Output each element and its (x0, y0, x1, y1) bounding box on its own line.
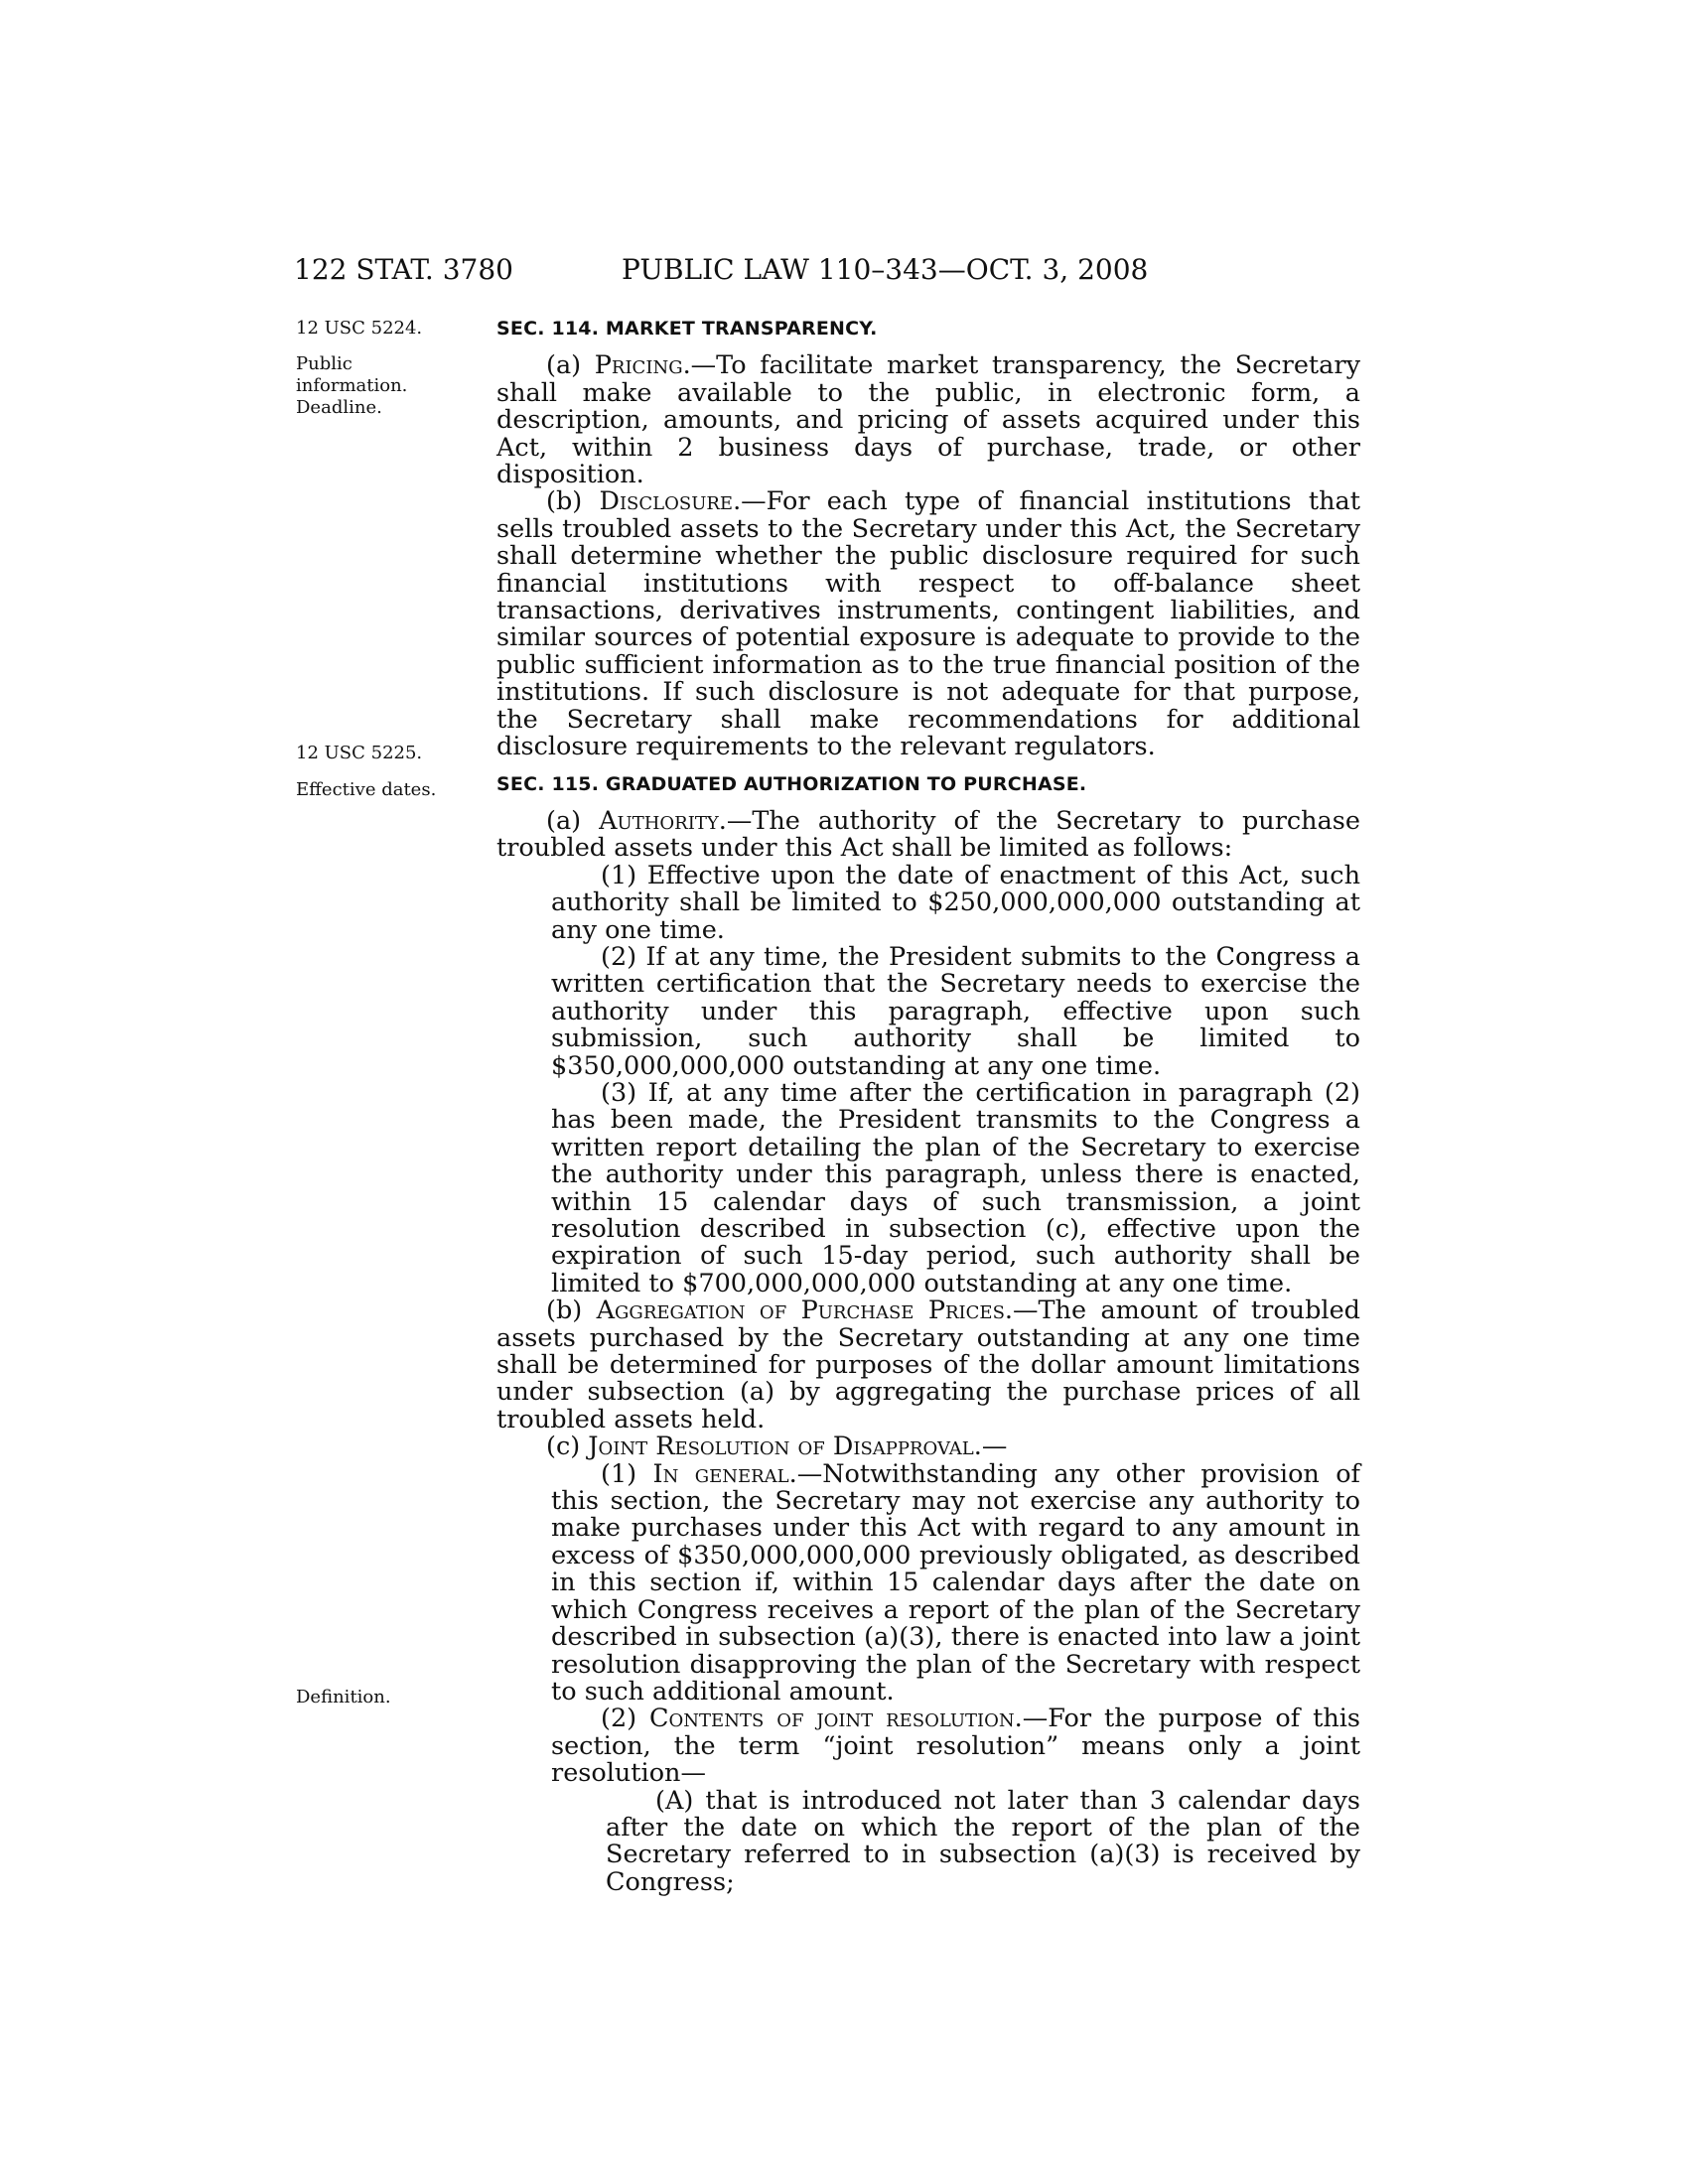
section-115-heading: SEC. 115. GRADUATED AUTHORIZATION TO PURCHASE. (496, 772, 1087, 795)
statute-page-number: 122 STAT. 3780 (294, 253, 513, 286)
document-body (496, 316, 1360, 1896)
margin-note-definition: Definition. (296, 1687, 391, 1707)
section-115-a-2: (2) If at any time, the President submits to the Congress a written certification that the Secretary needs to exercise the authority under this paragraph, effective upon such submission, such authority shall be limited to $350,000,000,000 outstanding at any one time. (551, 941, 1360, 1081)
subsection-title: Pricing (594, 350, 683, 381)
section-115-c-1: (1) In general.—Notwithstanding any other provision of this section, the Secretary may not exercise any authority to make purchases under this Act with regard to any amount in excess of $350,000,000,000 previously obligated, as described in this section if, within 15 calendar days after the date on which Congress receives a report of the plan of the Secretary described in subsection (a)(3), there is enacted into law a joint resolution disapproving the plan of the Secretary with respect to such additional amount. (551, 1458, 1360, 1706)
section-115-c: (c) Joint Resolution of Disapproval.— (546, 1432, 1008, 1462)
page-header (294, 250, 1366, 290)
subsection-title: Disclosure (599, 486, 734, 517)
subsection-title: Authority (599, 805, 719, 836)
margin-note-effective-dates: Effective dates. (296, 779, 437, 800)
public-law-title: PUBLIC LAW 110–343—OCT. 3, 2008 (622, 253, 1149, 286)
section-115-c-2-A: (A) that is introduced not later than 3 calendar days after the date on which the report of the plan of the Secretary referred to in subsection (a)(3) is received by Congress; (606, 1785, 1360, 1897)
section-114-a: (a) Pricing.—To facilitate market transparency, the Secretary shall make available to the public, in electronic form, a description, amounts, and pricing of assets acquired under this Act, within 2 business days of purchase, trade, or other disposition. (496, 350, 1360, 490)
section-115-c-2: (2) Contents of joint resolution.—For the purpose of this section, the term “joint resolution” means only a joint resolution— (551, 1704, 1360, 1789)
section-115-a: (a) Authority.—The authority of the Secretary to purchase troubled assets under this Act shall be limited as follows: (496, 805, 1360, 864)
section-114-b: (b) Disclosure.—For each type of financial institutions that sells troubled assets to the Secretary under this Act, the Secretary shall determine whether the public disclosure required for such financial institutions with respect to off-balance sheet transactions, derivatives instruments, contingent liabilities, and similar sources of potential exposure is adequate to provide to the public sufficient information as to the true financial position of the institutions. If such disclosure is not adequate for that purpose, the Secretary shall make recommendations for additional disclosure requirements to the relevant regulators. (496, 486, 1360, 762)
section-114-heading: SEC. 114. MARKET TRANSPARENCY. (496, 318, 878, 340)
section-115-b: (b) Aggregation of Purchase Prices.—The amount of troubled assets purchased by the Secretary outstanding at any one time shall be determined for purposes of the dollar amount limitations under subsection (a) by aggregating the purchase prices of all troubled assets held. (496, 1296, 1361, 1434)
paragraph-title: In general (652, 1458, 789, 1489)
margin-note-usc-5224: 12 USC 5224. (296, 318, 423, 339)
margin-note-usc-5225: 12 USC 5225. (296, 743, 423, 763)
section-115-a-1: (1) Effective upon the date of enactment of this Act, such authority shall be limited to $250,000,000,000 outstanding at any one time. (551, 860, 1360, 945)
subsection-title: Aggregation of Purchase Prices (596, 1296, 1005, 1326)
section-115-a-3: (3) If, at any time after the certification in paragraph (2) has been made, the President transmits to the Congress a written report detailing the plan of the Secretary to exercise the authority under this paragraph, unless there is enacted, within 15 calendar days of such transmission, a joint resolution described in subsection (c), effective upon the expiration of such 15-day period, such authority shall be limited to $700,000,000,000 outstanding at any one time. (551, 1077, 1360, 1298)
subsection-title: Joint Resolution of Disapproval (588, 1432, 974, 1462)
paragraph-title: Contents of joint resolution (649, 1704, 1015, 1734)
margin-note-public-information: Public information. Deadline. (296, 353, 408, 418)
